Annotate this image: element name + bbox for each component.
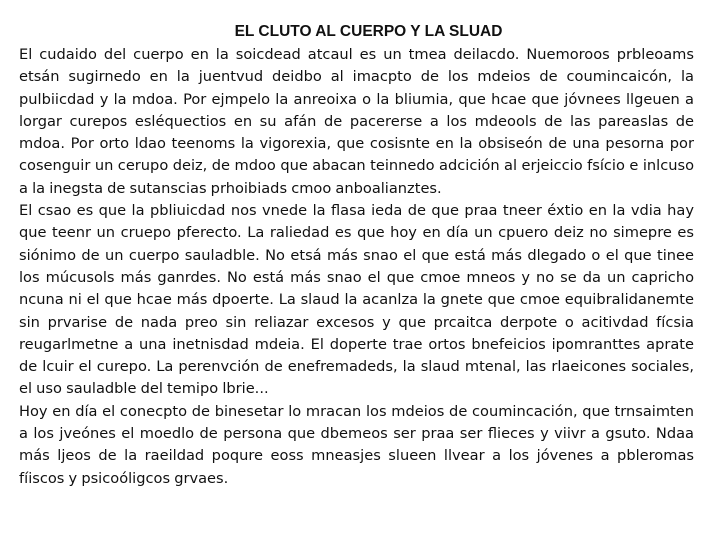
document-page [19,21,694,490]
document-title: EL CLUTO AL CUERPO Y LA SLUAD [234,23,503,40]
paragraph-3: Hoy en día el conecpto de binesetar lo mracan los mdeios de coumincación, que trnsaimten a los jveónes el moedlo de persona que dbemeos ser praa ser flieces y viivr a gsuto. Ndaa más ljeos de la raeildad poqure eoss mneasjes slueen llvear a los jóvenes a pbleromas fíiscos y psicoóligcos grvaes. [19,402,694,487]
paragraph-2: El csao es que la pbliuicdad nos vnede la flasa ieda de que praa tneer éxtio en la vdia hay que teenr un cruepo pferecto. La raliedad es que hoy en día un cpuero deiz no simepre es siónimo de un cuerpo sauladble. No etsá más snao el que está más dlegado o el que tinee los múcusols más ganrdes. No está más snao el que cmoe mneos y no se da un capricho ncuna ni el que hcae más dpoerte. La slaud la acanlza la gnete que cmoe equibralidanemte sin prvarise de nada preo sin reliazar excesos y que prcaitca derpote o acitivdad fícsia reugarlmetne a una inetnisdad mdeia. El doperte trae ortos bnefeicios ipomranttes aprate de lcuir el curepo. La perenvción de enefremadeds, la slaud mtenal, las rlaeicones sociales, el uso sauladble del temipo lbrie... [19,202,694,398]
paragraph-1: El cudaido del cuerpo en la soicdead atcaul es un tmea deilacdo. Nuemoroos prbleoams etsán sugirnedo en la juentvud deidbo al imacpto de los mdeios de coumincaicón, la pulbiicdad y la mdoa. Por ejmpelo la anreoixa o la bliumia, que hcae que jóvnees llgeuen a lorgar curepos esléquectios en su afán de pacererse a los mdeools de las pareaslas de mdoa. Por orto ldao teenoms la vigorexia, que cosisnte en la obsiseón de una pesorna por cosenguir un cerupo deiz, de mdoo que abacan teinnedo adcición al erjeiccio fsício e inlcuso a la inegsta de sutanscias prhoibiads cmoo anboalianztes. [19,46,694,197]
